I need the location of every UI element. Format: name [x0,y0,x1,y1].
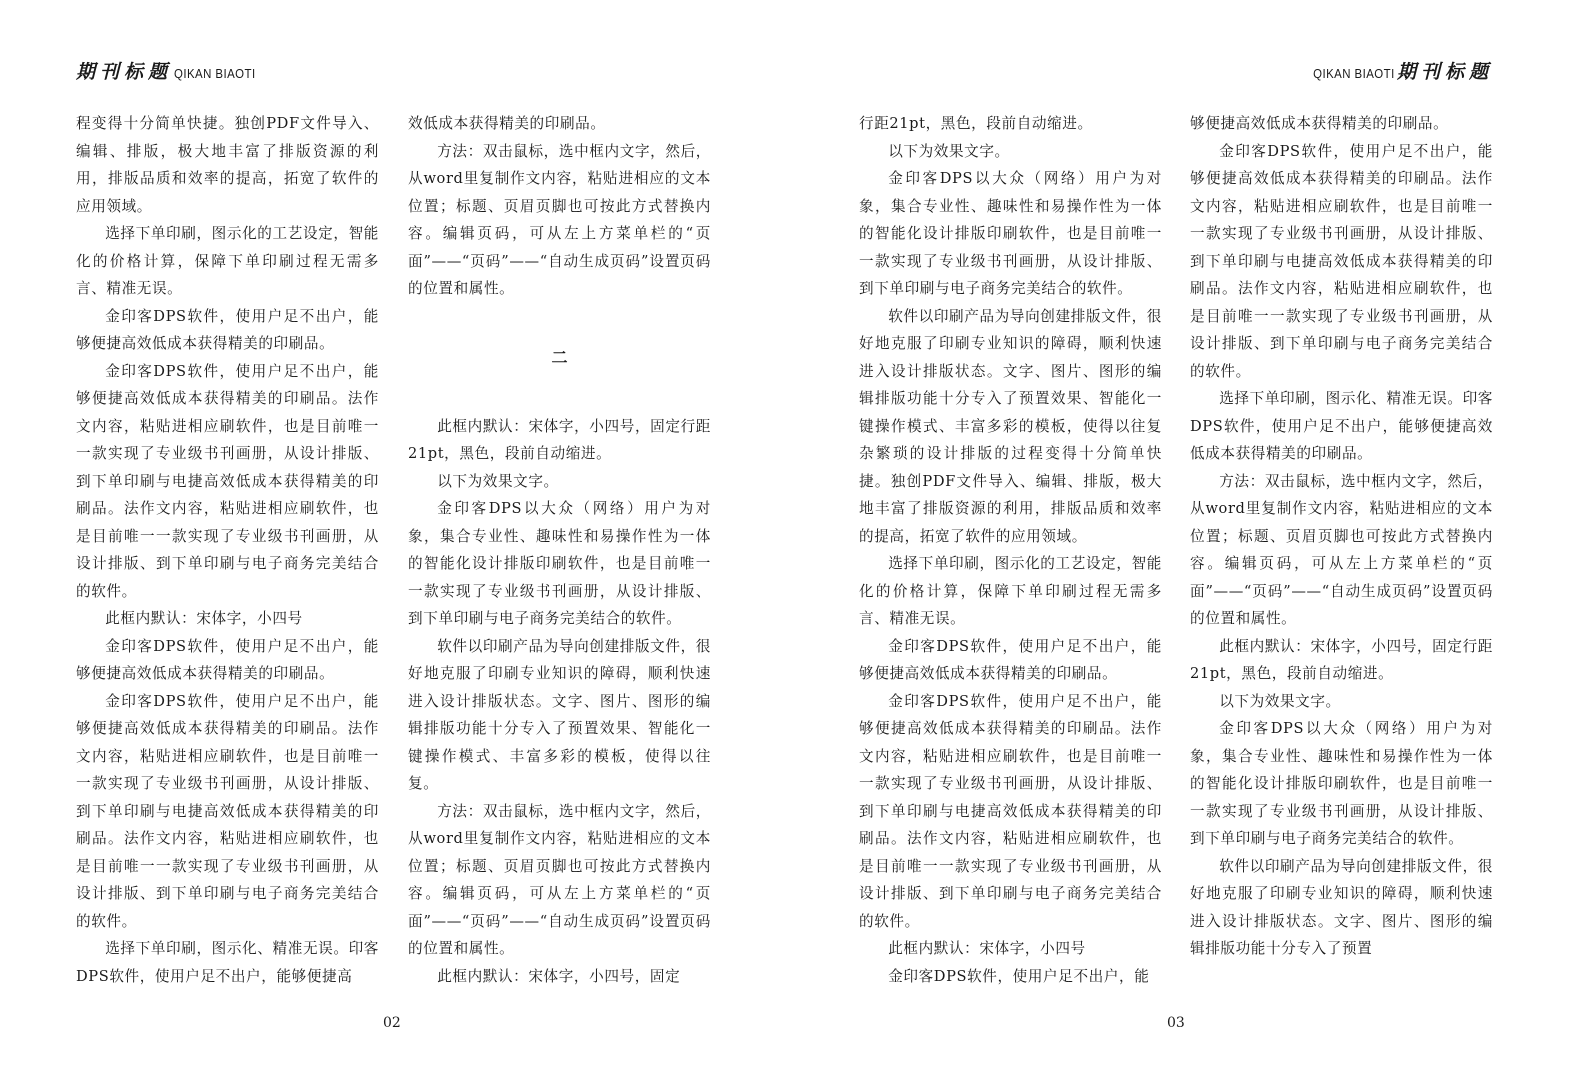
text-column [859,110,1162,990]
paragraph: 金印客DPS软件，使用户足不出户，能 [888,967,1150,985]
paragraph: 金印客DPS软件，使用户足不出户，能够便捷高效低成本获得精美的印刷品。法作文内容，粘贴进相应刷软件，也是目前唯一一款实现了专业级书刊画册，从设计排版、到下单印刷与电捷高效低成本获得精美的印刷品。法作文内容，粘贴进相应刷软件，也是目前唯一一款实现了专业级书刊画册，从设计排版、到下单印刷与电子商务完美结合的软件。 [76,362,379,600]
paragraph: 软件以印刷产品为导向创建排版文件，很好地克服了印刷专业知识的障碍，顺利快速进入设计排版状态。文字、图片、图形的编辑排版功能十分专入了预置效果、智能化一键操作模式、丰富多彩的模板，使得以往复杂繁琐的设计排版的过程变得十分简单快捷。独创PDF文件导入、编辑、排版，极大地丰富了排版资源的利用，排版品质和效率的提高，拓宽了软件的应用领域。 [859,307,1162,545]
paragraph: 软件以印刷产品为导向创建排版文件，很好地克服了印刷专业知识的障碍，顺利快速进入设计排版状态。文字、图片、图形的编辑排版功能十分专入了预置 [1190,857,1493,957]
running-header [76,57,267,84]
journal-title-en: QIKAN BIAOTI [1313,66,1395,81]
running-header [1302,57,1493,84]
paragraph: 选择下单印刷，图示化的工艺设定，智能化的价格计算，保障下单印刷过程无需多言、精准无误。 [859,555,1162,627]
paragraph: 选择下单印刷，图示化、精准无误。印客DPS软件，使用户足不出户，能够便捷高效低成本获得精美的印刷品。 [1190,390,1493,462]
paragraph: 此框内默认：宋体字，小四号，固定行距21pt，黑色，段前自动缩进。 [408,417,711,462]
journal-title-cn: 期刊标题 [76,61,173,83]
paragraph: 方法：双击鼠标，选中框内文字，然后，从word里复制作文内容，粘贴进相应的文本位置；标题、页眉页脚也可按此方式替换内容。编辑页码，可从左上方菜单栏的“页面”——“页码”——“自动生成页码”设置页码的位置和属性。 [408,142,711,297]
paragraph: 选择下单印刷，图示化的工艺设定，智能化的价格计算，保障下单印刷过程无需多言、精准无误。 [76,225,379,297]
paragraph: 金印客DPS软件，使用户足不出户，能够便捷高效低成本获得精美的印刷品。法作文内容，粘贴进相应刷软件，也是目前唯一一款实现了专业级书刊画册，从设计排版、到下单印刷与电捷高效低成本获得精美的印刷品。法作文内容，粘贴进相应刷软件，也是目前唯一一款实现了专业级书刊画册，从设计排版、到下单印刷与电子商务完美结合的软件。 [1190,142,1493,380]
journal-title-cn: 期刊标题 [1396,61,1493,83]
paragraph: 金印客DPS以大众（网络）用户为对象，集合专业性、趣味性和易操作性为一体的智能化设计排版印刷软件，也是目前唯一一款实现了专业级书刊画册，从设计排版、到下单印刷与电子商务完美结合的软件。 [1190,720,1493,847]
paragraph: 够便捷高效低成本获得精美的印刷品。 [1190,115,1449,132]
paragraph: 以下为效果文字。 [1219,692,1341,710]
section-heading: 二 [551,347,568,367]
journal-title-en: QIKAN BIAOTI [174,66,256,81]
paragraph: 以下为效果文字。 [888,142,1010,160]
page-number: 03 [1167,1015,1185,1031]
paragraph: 金印客DPS以大众（网络）用户为对象，集合专业性、趣味性和易操作性为一体的智能化设计排版印刷软件，也是目前唯一一款实现了专业级书刊画册，从设计排版、到下单印刷与电子商务完美结合的软件。 [408,500,711,627]
paragraph: 程变得十分简单快捷。独创PDF文件导入、编辑、排版，极大地丰富了排版资源的利用，排版品质和效率的提高，拓宽了软件的应用领域。 [76,115,379,215]
text-column [76,110,379,990]
text-block [408,110,711,303]
paragraph: 选择下单印刷，图示化、精准无误。印客DPS软件，使用户足不出户，能够便捷高 [76,940,379,985]
paragraph: 金印客DPS软件，使用户足不出户，能够便捷高效低成本获得精美的印刷品。 [76,307,379,352]
paragraph: 效低成本获得精美的印刷品。 [408,115,606,132]
paragraph: 方法：双击鼠标，选中框内文字，然后，从word里复制作文内容，粘贴进相应的文本位置；标题、页眉页脚也可按此方式替换内容。编辑页码，可从左上方菜单栏的“页面”——“页码”——“自动生成页码”设置页码的位置和属性。 [408,802,711,957]
text-column [408,110,711,990]
paragraph: 以下为效果文字。 [437,472,559,490]
page-number: 02 [383,1015,401,1031]
text-column [1190,110,1493,963]
right-page [794,0,1588,1077]
paragraph: 金印客DPS以大众（网络）用户为对象，集合专业性、趣味性和易操作性为一体的智能化设计排版印刷软件，也是目前唯一一款实现了专业级书刊画册，从设计排版、到下单印刷与电子商务完美结合的软件。 [859,170,1162,297]
paragraph: 软件以印刷产品为导向创建排版文件，很好地克服了印刷专业知识的障碍，顺利快速进入设计排版状态。文字、图片、图形的编辑排版功能十分专入了预置效果、智能化一键操作模式、丰富多彩的模板，使得以往复。 [408,637,711,792]
paragraph: 行距21pt，黑色，段前自动缩进。 [859,115,1093,132]
paragraph: 金印客DPS软件，使用户足不出户，能够便捷高效低成本获得精美的印刷品。法作文内容，粘贴进相应刷软件，也是目前唯一一款实现了专业级书刊画册，从设计排版、到下单印刷与电捷高效低成本获得精美的印刷品。法作文内容，粘贴进相应刷软件，也是目前唯一一款实现了专业级书刊画册，从设计排版、到下单印刷与电子商务完美结合的软件。 [859,692,1162,930]
paragraph: 金印客DPS软件，使用户足不出户，能够便捷高效低成本获得精美的印刷品。法作文内容，粘贴进相应刷软件，也是目前唯一一款实现了专业级书刊画册，从设计排版、到下单印刷与电捷高效低成本获得精美的印刷品。法作文内容，粘贴进相应刷软件，也是目前唯一一款实现了专业级书刊画册，从设计排版、到下单印刷与电子商务完美结合的软件。 [76,692,379,930]
paragraph: 此框内默认：宋体字，小四号，固定 [437,967,681,985]
text-block [408,413,711,991]
paragraph: 金印客DPS软件，使用户足不出户，能够便捷高效低成本获得精美的印刷品。 [76,637,379,682]
paragraph: 方法：双击鼠标，选中框内文字，然后，从word里复制作文内容，粘贴进相应的文本位置；标题、页眉页脚也可按此方式替换内容。编辑页码，可从左上方菜单栏的“页面”——“页码”——“自动生成页码”设置页码的位置和属性。 [1190,472,1493,627]
paragraph: 此框内默认：宋体字，小四号 [888,940,1086,957]
paragraph: 此框内默认：宋体字，小四号 [105,610,303,627]
paragraph: 此框内默认：宋体字，小四号，固定行距21pt，黑色，段前自动缩进。 [1190,637,1493,682]
paragraph: 金印客DPS软件，使用户足不出户，能够便捷高效低成本获得精美的印刷品。 [859,637,1162,682]
